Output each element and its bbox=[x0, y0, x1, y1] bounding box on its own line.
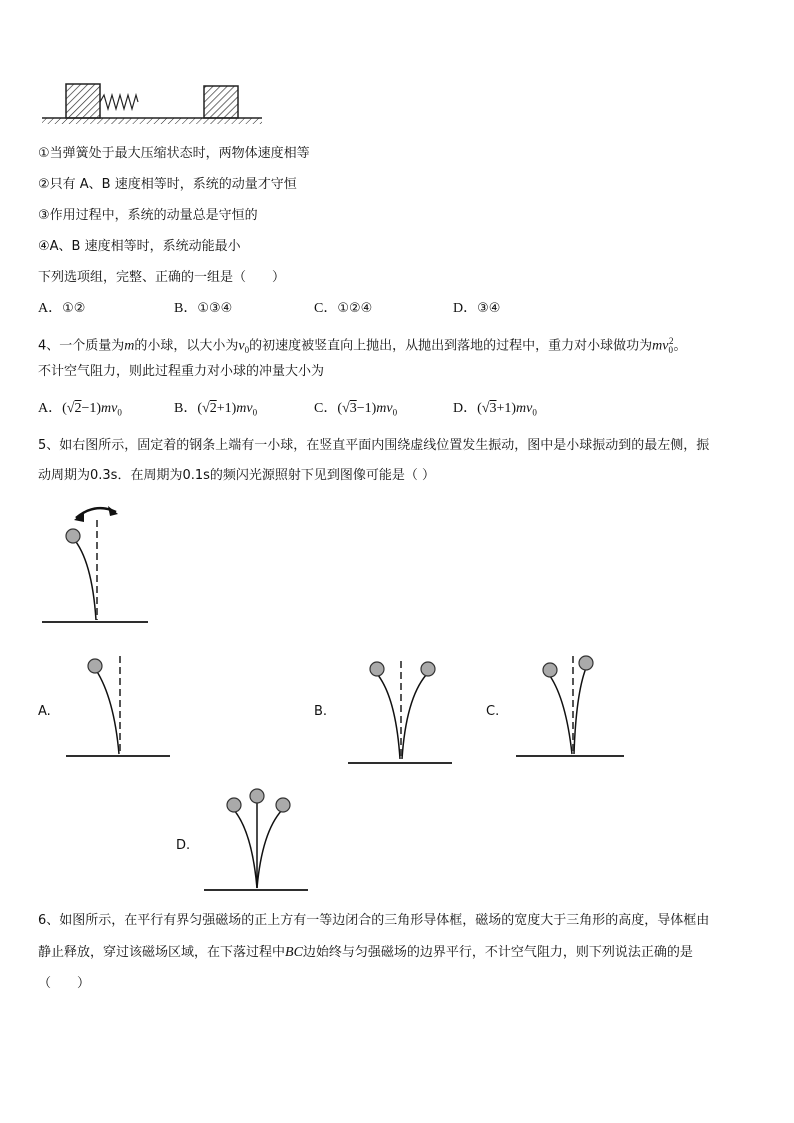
vibration-figure bbox=[40, 500, 155, 630]
paren: ( bbox=[337, 401, 343, 416]
subscript: 0 bbox=[252, 407, 258, 418]
block-b bbox=[204, 86, 238, 118]
bc-symbol: BC bbox=[285, 945, 303, 960]
q6-line1: 6、如图所示，在平行有界匀强磁场的正上方有一等边闭合的三角形导体框，磁场的宽度大于三角形的高度，导体框由 bbox=[38, 913, 710, 928]
momentum: mv bbox=[236, 401, 253, 416]
q3-option-a[interactable] bbox=[38, 300, 85, 318]
option-text: ①③④ bbox=[197, 301, 233, 316]
q4-text: 4、一个质量为 bbox=[38, 338, 125, 354]
velocity-symbol: v bbox=[238, 338, 245, 354]
q6-line3: （ ） bbox=[38, 976, 91, 991]
q4-option-b[interactable] bbox=[174, 400, 257, 422]
mass-symbol: m bbox=[124, 338, 135, 354]
operator: +1) bbox=[496, 401, 517, 416]
sqrt-sign-icon: √ bbox=[481, 401, 490, 416]
subscript: 0 bbox=[532, 407, 537, 418]
q5-option-c-figure[interactable] bbox=[514, 650, 628, 762]
option-label: B． bbox=[174, 401, 198, 416]
work-superscript: 2 bbox=[668, 336, 674, 346]
option-label: C． bbox=[314, 401, 338, 416]
sqrt-sign-icon: √ bbox=[202, 401, 210, 416]
q6-text: 静止释放，穿过该磁场区域，在下落过程中 bbox=[38, 945, 286, 960]
option-text: ①②④ bbox=[337, 301, 373, 316]
option-label: D． bbox=[453, 301, 478, 316]
q5-option-b-figure[interactable] bbox=[346, 655, 456, 767]
radicand: 2 bbox=[74, 401, 82, 416]
radicand: 2 bbox=[209, 401, 217, 416]
option-text: ①② bbox=[62, 301, 86, 316]
sqrt-sign-icon: √ bbox=[66, 401, 75, 416]
q3-option-c[interactable] bbox=[314, 300, 372, 318]
paren: ( bbox=[477, 401, 482, 416]
subscript: 0 bbox=[117, 407, 122, 418]
q5-option-a-figure[interactable] bbox=[64, 650, 174, 762]
work-expression: mv bbox=[652, 338, 669, 354]
q4-text: 的初速度被竖直向上抛出，从抛出到落地的过程中，重力对小球做功为 bbox=[249, 338, 653, 354]
statement-1: ①当弹簧处于最大压缩状态时，两物体速度相等 bbox=[38, 146, 310, 161]
momentum: mv bbox=[101, 401, 118, 416]
q3-prompt: 下列选项组，完整、正确的一组是（ ） bbox=[38, 270, 286, 285]
option-label: B． bbox=[174, 301, 198, 316]
sqrt-sign-icon: √ bbox=[342, 401, 350, 416]
subscript: 0 bbox=[392, 407, 398, 418]
q5-line2: 动周期为0.3s．在周期为0.1s的频闪光源照射下见到图像可能是（ ） bbox=[38, 468, 436, 483]
q4-line1 bbox=[38, 332, 687, 359]
q5-option-c-label[interactable]: C. bbox=[486, 704, 500, 719]
spring bbox=[100, 95, 138, 109]
momentum: mv bbox=[376, 401, 393, 416]
radicand: 3 bbox=[349, 401, 357, 416]
q5-option-b-label[interactable]: B. bbox=[314, 704, 328, 719]
radicand: 3 bbox=[489, 401, 497, 416]
block-a bbox=[66, 84, 100, 118]
option-label: C． bbox=[314, 301, 338, 316]
paren: ( bbox=[62, 401, 67, 416]
option-label: A． bbox=[38, 401, 63, 416]
q4-option-d[interactable] bbox=[453, 400, 537, 422]
q6-text: 边始终与匀强磁场的边界平行，不计空气阻力，则下列说法正确的是 bbox=[302, 945, 693, 960]
operator: −1) bbox=[81, 401, 102, 416]
operator: −1) bbox=[356, 401, 377, 416]
q4-option-c[interactable] bbox=[314, 400, 397, 422]
q5-option-a-label[interactable]: A. bbox=[38, 704, 51, 719]
q4-text: 的小球，以大小为 bbox=[134, 338, 239, 354]
option-label: A． bbox=[38, 301, 63, 316]
q4-text: 。 bbox=[673, 338, 687, 354]
momentum: mv bbox=[516, 401, 533, 416]
q5-option-d-label[interactable]: D. bbox=[176, 838, 191, 853]
q5-line1: 5、如右图所示，固定着的钢条上端有一小球，在竖直平面内围绕虚线位置发生振动，图中是小球振动到的最左侧，振 bbox=[38, 438, 710, 453]
statement-3: ③作用过程中，系统的动量总是守恒的 bbox=[38, 208, 258, 223]
ball bbox=[66, 529, 80, 543]
spring-blocks-figure bbox=[40, 82, 270, 130]
statement-4: ④A、B 速度相等时，系统动能最小 bbox=[38, 239, 241, 254]
q6-line2 bbox=[38, 944, 693, 962]
q4-line2: 不计空气阻力，则此过程重力对小球的冲量大小为 bbox=[38, 364, 325, 379]
q3-option-b[interactable] bbox=[174, 300, 232, 318]
operator: +1) bbox=[216, 401, 237, 416]
q3-option-d[interactable] bbox=[453, 300, 500, 318]
statement-2: ②只有 A、B 速度相等时，系统的动量才守恒 bbox=[38, 177, 297, 192]
velocity-subscript: 0 bbox=[244, 344, 250, 355]
q4-option-a[interactable] bbox=[38, 400, 122, 422]
q5-option-d-figure[interactable] bbox=[204, 784, 310, 896]
paren: ( bbox=[197, 401, 203, 416]
option-label: D． bbox=[453, 401, 478, 416]
work-subscript: 0 bbox=[668, 344, 673, 355]
option-text: ③④ bbox=[477, 301, 501, 316]
